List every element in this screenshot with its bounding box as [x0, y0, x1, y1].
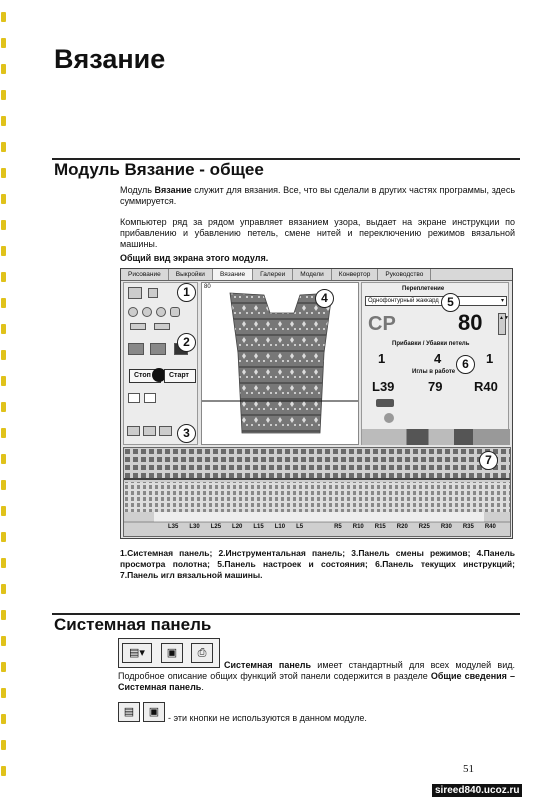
view-value: 80	[204, 284, 211, 290]
open-icon: ▤	[118, 702, 140, 722]
ruler-label: R30	[440, 524, 452, 530]
needle-panel	[123, 447, 511, 537]
save-icon: ▣	[143, 702, 165, 722]
inc-value-right: 1	[486, 351, 494, 366]
ruler-label: L15	[253, 524, 264, 530]
unused-buttons-image	[118, 700, 166, 724]
ruler-label: L5	[296, 524, 304, 530]
page-number: 51	[463, 763, 474, 775]
callout-4: 4	[315, 289, 334, 308]
garment-preview	[202, 283, 359, 445]
carriage-right-icon[interactable]	[150, 343, 166, 355]
callout-1: 1	[177, 283, 196, 302]
callout-2: 2	[177, 333, 196, 352]
tab-manual[interactable]: Руководство	[378, 269, 431, 280]
fabric-view-panel	[201, 282, 359, 445]
ruler-label: R35	[462, 524, 474, 530]
inc-value-left: 1	[378, 351, 386, 366]
module-tabs	[121, 269, 513, 281]
row-down-icon[interactable]	[154, 323, 170, 330]
settings-status-panel	[361, 282, 509, 445]
mode-a-icon[interactable]	[127, 426, 140, 436]
tab-converter[interactable]: Конвертор	[332, 269, 379, 280]
ruler-label: R5	[334, 524, 342, 530]
ruler-label: R15	[374, 524, 386, 530]
weave-select[interactable]: Однофонтурный жаккард ▾	[365, 296, 507, 306]
needles-label: Иглы в работе	[412, 369, 456, 375]
row-up-icon[interactable]	[130, 323, 146, 330]
zoom-out-icon[interactable]	[142, 307, 152, 317]
save-icon[interactable]	[148, 288, 158, 298]
hand-icon[interactable]	[170, 307, 180, 317]
callout-5: 5	[441, 293, 460, 312]
binder-rings	[0, 0, 10, 800]
zoom-in-icon[interactable]	[128, 307, 138, 317]
tab-patterns[interactable]: Выкройки	[169, 269, 213, 280]
ruler-label: R10	[352, 524, 364, 530]
print-icon: ⎙	[191, 643, 213, 663]
mode-c-icon[interactable]	[159, 426, 172, 436]
carriage-icon	[376, 399, 394, 407]
inc-value-mid: 4	[434, 351, 442, 366]
section-heading-system-panel: Системная панель	[54, 615, 212, 634]
open-icon[interactable]	[128, 287, 142, 299]
stop-button[interactable]: Стоп	[129, 369, 161, 383]
ruler-label: R25	[418, 524, 430, 530]
chevron-down-icon: ▾	[500, 298, 504, 304]
callout-3: 3	[177, 424, 196, 443]
needles-total: 79	[428, 379, 443, 394]
mode-value: CP	[368, 313, 396, 335]
ruler-label: L20	[232, 524, 243, 530]
description-paragraph: Компьютер ряд за рядом управляет вязанием узора, выдает на экране инструкции по прибавлению и убавлению петель, смене нитей и переключению режимов вязальной машины.	[120, 217, 515, 249]
inc-dec-label: Прибавки / Убавки петель	[392, 341, 470, 347]
row-spinner-icon[interactable]: ▲▼	[498, 313, 506, 335]
step-right-icon[interactable]	[144, 393, 156, 403]
page-title: Вязание	[54, 44, 166, 74]
unused-buttons-note: - эти кнопки не используются в данном модуле.	[168, 713, 367, 723]
callout-7: 7	[479, 451, 498, 470]
callout-6: 6	[456, 355, 475, 374]
tab-models[interactable]: Модели	[293, 269, 332, 280]
row-value: 80	[458, 310, 483, 335]
needles-right: R40	[474, 379, 498, 394]
ruler-label: R20	[396, 524, 408, 530]
tab-knitting[interactable]: Вязание	[213, 269, 253, 280]
needles-left: L39	[372, 379, 395, 394]
module-screenshot	[120, 268, 513, 539]
ruler-label: R40	[484, 524, 496, 530]
ruler-label: L35	[168, 524, 179, 530]
section-heading-knitting: Модуль Вязание - общее	[54, 160, 264, 179]
carriage-left-icon[interactable]	[128, 343, 144, 355]
yarn-icon	[384, 413, 394, 423]
system-panel-paragraph: Системная панель имеет стандартный для всех модулей вид. Подробное описание общих функций этой панели содержится в разделе Общие сведения – Системная панель.	[118, 660, 515, 692]
start-button[interactable]: Старт	[164, 369, 196, 383]
tab-gallery[interactable]: Галереи	[253, 269, 293, 280]
mode-b-icon[interactable]	[143, 426, 156, 436]
color-strip	[362, 429, 510, 445]
weave-label: Переплетение	[402, 286, 445, 292]
screen-label: Общий вид экрана этого модуля.	[120, 253, 269, 263]
save-icon: ▣	[161, 643, 183, 663]
needle-ruler	[168, 524, 508, 534]
step-left-icon[interactable]	[128, 393, 140, 403]
zoom-fit-icon[interactable]	[156, 307, 166, 317]
open-icon: ▤▾	[122, 643, 152, 663]
intro-paragraph: Модуль Вязание служит для вязания. Все, что вы сделали в других частях программы, здесь суммируется.	[120, 185, 516, 206]
tab-drawing[interactable]: Рисование	[121, 269, 169, 280]
left-panel	[123, 282, 198, 445]
figure-caption: 1.Системная панель; 2.Инструментальная панель; 3.Панель смены режимов; 4.Панель просмотра полотна; 5.Панель настроек и состояния; 6.Панель текущих инструкций; 7.Панель игл вязальной машины.	[120, 548, 515, 580]
watermark: sireed840.ucoz.ru	[432, 784, 522, 797]
ruler-label: L10	[274, 524, 286, 530]
ruler-label: L30	[189, 524, 200, 530]
ruler-label: L25	[210, 524, 222, 530]
